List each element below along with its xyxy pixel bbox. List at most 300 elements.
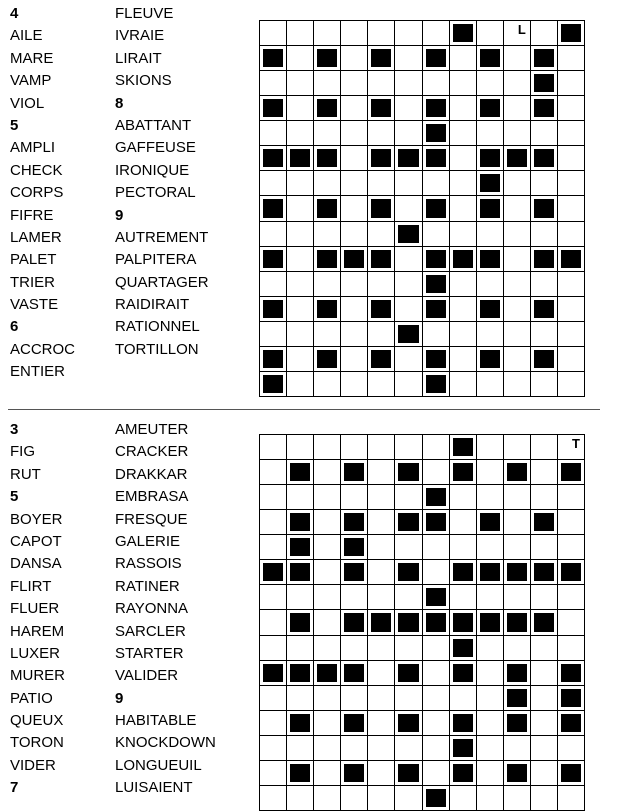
grid-empty-cell xyxy=(395,535,421,559)
grid-empty-cell xyxy=(368,636,394,660)
grid-empty-cell xyxy=(531,535,557,559)
grid-black-cell xyxy=(314,347,340,371)
grid-black-cell xyxy=(531,610,557,634)
grid-black-cell xyxy=(504,460,530,484)
grid-empty-cell xyxy=(314,21,340,45)
word-list-item: RATINER xyxy=(115,577,180,595)
grid-empty-cell xyxy=(395,196,421,220)
grid-empty-cell xyxy=(504,636,530,660)
grid-empty-cell xyxy=(558,535,584,559)
word-list-item: LAMER xyxy=(10,228,62,246)
grid-empty-cell xyxy=(477,222,503,246)
grid-empty-cell xyxy=(368,585,394,609)
grid-empty-cell xyxy=(341,21,367,45)
grid-black-cell xyxy=(477,146,503,170)
grid-black-cell xyxy=(477,96,503,120)
grid-empty-cell xyxy=(341,171,367,195)
grid-empty-cell xyxy=(260,585,286,609)
grid-empty-cell xyxy=(341,585,367,609)
grid-empty-cell xyxy=(287,121,313,145)
grid-empty-cell xyxy=(504,786,530,810)
grid-empty-cell xyxy=(423,711,449,735)
grid-black-cell xyxy=(260,96,286,120)
grid-black-cell xyxy=(504,610,530,634)
grid-empty-cell xyxy=(287,485,313,509)
grid-empty-cell xyxy=(504,485,530,509)
grid-empty-cell xyxy=(395,347,421,371)
grid-empty-cell xyxy=(450,71,476,95)
grid-empty-cell xyxy=(423,636,449,660)
grid-empty-cell xyxy=(395,736,421,760)
grid-black-cell xyxy=(504,146,530,170)
grid-empty-cell xyxy=(260,171,286,195)
grid-empty-cell xyxy=(260,21,286,45)
grid-black-cell xyxy=(423,510,449,534)
puzzle1-word-list-right xyxy=(115,3,209,361)
word-list-item: LONGUEUIL xyxy=(115,756,202,774)
grid-empty-cell xyxy=(423,21,449,45)
word-list-item: RASSOIS xyxy=(115,555,182,573)
grid-empty-cell xyxy=(450,347,476,371)
grid-empty-cell xyxy=(314,272,340,296)
word-list-item: RAIDIRAIT xyxy=(115,296,190,314)
word-list-item: QUEUX xyxy=(10,712,64,730)
grid-empty-cell xyxy=(504,535,530,559)
grid-empty-cell xyxy=(395,171,421,195)
grid-empty-cell xyxy=(423,71,449,95)
grid-empty-cell xyxy=(260,736,286,760)
grid-empty-cell xyxy=(260,510,286,534)
grid-black-cell xyxy=(531,71,557,95)
grid-empty-cell xyxy=(477,272,503,296)
grid-empty-cell xyxy=(287,636,313,660)
grid-empty-cell xyxy=(450,196,476,220)
puzzle-divider xyxy=(8,409,600,410)
grid-black-cell xyxy=(531,146,557,170)
grid-black-cell xyxy=(341,460,367,484)
word-list-item: VIOL xyxy=(10,94,45,112)
grid-empty-cell xyxy=(450,297,476,321)
word-list-item: EMBRASA xyxy=(115,488,189,506)
grid-black-cell xyxy=(423,347,449,371)
grid-empty-cell xyxy=(450,686,476,710)
grid-empty-cell xyxy=(395,297,421,321)
grid-empty-cell xyxy=(341,222,367,246)
grid-empty-cell xyxy=(368,460,394,484)
grid-black-cell xyxy=(450,460,476,484)
grid-empty-cell xyxy=(341,347,367,371)
grid-empty-cell xyxy=(531,636,557,660)
grid-black-cell xyxy=(423,247,449,271)
grid-black-cell xyxy=(368,610,394,634)
grid-empty-cell xyxy=(504,272,530,296)
word-list-item: CORPS xyxy=(10,184,64,202)
grid-empty-cell xyxy=(314,585,340,609)
word-list-item: HAREM xyxy=(10,622,65,640)
grid-black-cell xyxy=(341,247,367,271)
grid-black-cell xyxy=(341,535,367,559)
grid-black-cell xyxy=(477,171,503,195)
grid-empty-cell xyxy=(450,485,476,509)
word-list-item: AUTREMENT xyxy=(115,228,209,246)
grid-empty-cell xyxy=(558,121,584,145)
grid-empty-cell xyxy=(477,21,503,45)
grid-empty-cell xyxy=(477,71,503,95)
grid-black-cell xyxy=(477,347,503,371)
grid-black-cell xyxy=(423,485,449,509)
grid-letter-cell xyxy=(504,21,530,45)
grid-black-cell xyxy=(314,247,340,271)
grid-black-cell xyxy=(423,786,449,810)
grid-black-cell xyxy=(531,196,557,220)
grid-empty-cell xyxy=(260,322,286,346)
grid-black-cell xyxy=(395,560,421,584)
grid-empty-cell xyxy=(314,435,340,459)
word-length-header: 9 xyxy=(115,689,124,707)
word-length-header: 7 xyxy=(10,779,19,797)
grid-empty-cell xyxy=(531,171,557,195)
grid-empty-cell xyxy=(477,711,503,735)
grid-empty-cell xyxy=(395,686,421,710)
grid-empty-cell xyxy=(504,71,530,95)
word-list-item: AILE xyxy=(10,27,43,45)
grid-black-cell xyxy=(450,435,476,459)
grid-empty-cell xyxy=(450,46,476,70)
grid-black-cell xyxy=(477,560,503,584)
grid-letter-cell xyxy=(558,435,584,459)
grid-empty-cell xyxy=(368,272,394,296)
grid-empty-cell xyxy=(423,171,449,195)
grid-empty-cell xyxy=(368,661,394,685)
grid-empty-cell xyxy=(260,435,286,459)
grid-empty-cell xyxy=(558,510,584,534)
grid-black-cell xyxy=(423,146,449,170)
grid-empty-cell xyxy=(260,71,286,95)
grid-empty-cell xyxy=(477,121,503,145)
word-length-header: 5 xyxy=(10,488,19,506)
grid-empty-cell xyxy=(341,121,367,145)
grid-empty-cell xyxy=(287,21,313,45)
grid-empty-cell xyxy=(287,435,313,459)
grid-empty-cell xyxy=(314,222,340,246)
grid-empty-cell xyxy=(260,222,286,246)
word-list-item: FIFRE xyxy=(10,206,54,224)
grid-empty-cell xyxy=(504,347,530,371)
grid-empty-cell xyxy=(395,46,421,70)
word-list-item: BOYER xyxy=(10,510,63,528)
grid-empty-cell xyxy=(477,435,503,459)
word-list-item: RATIONNEL xyxy=(115,318,200,336)
grid-black-cell xyxy=(558,711,584,735)
word-list-item: PALPITERA xyxy=(115,251,197,269)
grid-black-cell xyxy=(423,610,449,634)
grid-empty-cell xyxy=(395,247,421,271)
grid-black-cell xyxy=(260,347,286,371)
grid-empty-cell xyxy=(558,347,584,371)
puzzle2-crossword-grid xyxy=(259,434,585,811)
word-list-item: KNOCKDOWN xyxy=(115,734,216,752)
grid-black-cell xyxy=(504,661,530,685)
word-list-item: TORON xyxy=(10,734,64,752)
grid-empty-cell xyxy=(450,535,476,559)
grid-black-cell xyxy=(395,510,421,534)
grid-empty-cell xyxy=(368,121,394,145)
grid-empty-cell xyxy=(260,761,286,785)
grid-empty-cell xyxy=(558,485,584,509)
grid-empty-cell xyxy=(504,510,530,534)
grid-empty-cell xyxy=(531,460,557,484)
word-list-item: GAFFEUSE xyxy=(115,139,196,157)
grid-empty-cell xyxy=(558,46,584,70)
word-list-item: TORTILLON xyxy=(115,340,199,358)
grid-empty-cell xyxy=(558,196,584,220)
grid-empty-cell xyxy=(504,121,530,145)
grid-empty-cell xyxy=(558,786,584,810)
grid-empty-cell xyxy=(368,560,394,584)
grid-empty-cell xyxy=(287,686,313,710)
grid-black-cell xyxy=(423,196,449,220)
grid-empty-cell xyxy=(341,435,367,459)
grid-empty-cell xyxy=(260,485,286,509)
grid-empty-cell xyxy=(477,485,503,509)
word-length-header: 5 xyxy=(10,116,19,134)
word-length-header: 3 xyxy=(10,421,19,438)
grid-black-cell xyxy=(260,560,286,584)
grid-empty-cell xyxy=(558,610,584,634)
grid-empty-cell xyxy=(531,736,557,760)
word-list-item: HABITABLE xyxy=(115,712,197,730)
grid-black-cell xyxy=(368,46,394,70)
grid-empty-cell xyxy=(260,121,286,145)
grid-empty-cell xyxy=(423,435,449,459)
word-list-item: STARTER xyxy=(115,644,184,662)
grid-empty-cell xyxy=(531,686,557,710)
grid-empty-cell xyxy=(423,736,449,760)
grid-black-cell xyxy=(314,661,340,685)
grid-black-cell xyxy=(368,196,394,220)
grid-black-cell xyxy=(368,96,394,120)
grid-black-cell xyxy=(260,661,286,685)
grid-empty-cell xyxy=(531,21,557,45)
grid-empty-cell xyxy=(558,222,584,246)
grid-black-cell xyxy=(558,686,584,710)
word-list-item: SARCLER xyxy=(115,622,186,640)
grid-black-cell xyxy=(531,510,557,534)
grid-black-cell xyxy=(423,121,449,145)
word-list-item: PECTORAL xyxy=(115,184,196,202)
grid-empty-cell xyxy=(368,222,394,246)
grid-empty-cell xyxy=(450,786,476,810)
grid-empty-cell xyxy=(504,171,530,195)
word-list-item: DANSA xyxy=(10,555,62,573)
grid-empty-cell xyxy=(477,460,503,484)
grid-black-cell xyxy=(450,636,476,660)
grid-empty-cell xyxy=(368,535,394,559)
grid-empty-cell xyxy=(450,510,476,534)
grid-empty-cell xyxy=(450,222,476,246)
grid-black-cell xyxy=(287,711,313,735)
grid-empty-cell xyxy=(395,435,421,459)
grid-empty-cell xyxy=(260,272,286,296)
grid-black-cell xyxy=(531,347,557,371)
grid-empty-cell xyxy=(558,171,584,195)
grid-empty-cell xyxy=(395,71,421,95)
grid-black-cell xyxy=(531,560,557,584)
grid-black-cell xyxy=(287,460,313,484)
grid-empty-cell xyxy=(477,736,503,760)
grid-black-cell xyxy=(395,761,421,785)
word-list-item: MARE xyxy=(10,49,54,67)
grid-empty-cell xyxy=(531,761,557,785)
grid-empty-cell xyxy=(450,171,476,195)
grid-empty-cell xyxy=(423,222,449,246)
grid-black-cell xyxy=(341,711,367,735)
grid-empty-cell xyxy=(341,736,367,760)
grid-empty-cell xyxy=(531,272,557,296)
grid-empty-cell xyxy=(531,322,557,346)
grid-empty-cell xyxy=(341,786,367,810)
grid-black-cell xyxy=(450,736,476,760)
grid-empty-cell xyxy=(287,196,313,220)
grid-empty-cell xyxy=(504,196,530,220)
grid-empty-cell xyxy=(368,510,394,534)
grid-empty-cell xyxy=(395,121,421,145)
grid-black-cell xyxy=(314,96,340,120)
grid-empty-cell xyxy=(450,96,476,120)
grid-empty-cell xyxy=(341,372,367,396)
grid-black-cell xyxy=(395,460,421,484)
word-list-item: FIG xyxy=(10,443,35,461)
word-list-item: AMEUTER xyxy=(115,421,189,438)
grid-black-cell xyxy=(423,585,449,609)
grid-empty-cell xyxy=(368,485,394,509)
grid-empty-cell xyxy=(314,686,340,710)
grid-empty-cell xyxy=(423,661,449,685)
grid-empty-cell xyxy=(314,71,340,95)
grid-black-cell xyxy=(477,46,503,70)
grid-empty-cell xyxy=(477,535,503,559)
grid-empty-cell xyxy=(423,460,449,484)
word-list-item: CHECK xyxy=(10,161,63,179)
grid-empty-cell xyxy=(423,761,449,785)
grid-empty-cell xyxy=(395,21,421,45)
grid-empty-cell xyxy=(260,786,286,810)
word-list-item: CAPOT xyxy=(10,532,62,550)
grid-black-cell xyxy=(423,372,449,396)
grid-empty-cell xyxy=(314,322,340,346)
grid-empty-cell xyxy=(368,786,394,810)
grid-empty-cell xyxy=(558,372,584,396)
grid-empty-cell xyxy=(341,297,367,321)
grid-empty-cell xyxy=(450,121,476,145)
grid-empty-cell xyxy=(395,485,421,509)
grid-black-cell xyxy=(368,347,394,371)
grid-empty-cell xyxy=(423,686,449,710)
word-list-item: AMPLI xyxy=(10,139,56,157)
grid-empty-cell xyxy=(314,610,340,634)
grid-black-cell xyxy=(314,297,340,321)
grid-black-cell xyxy=(531,297,557,321)
grid-empty-cell xyxy=(504,585,530,609)
grid-black-cell xyxy=(395,711,421,735)
grid-black-cell xyxy=(450,711,476,735)
word-list-item: ACCROC xyxy=(10,340,76,358)
grid-empty-cell xyxy=(504,322,530,346)
grid-black-cell xyxy=(558,560,584,584)
grid-empty-cell xyxy=(450,585,476,609)
grid-black-cell xyxy=(558,247,584,271)
grid-black-cell xyxy=(477,247,503,271)
grid-black-cell xyxy=(558,21,584,45)
grid-black-cell xyxy=(504,761,530,785)
grid-empty-cell xyxy=(260,610,286,634)
grid-empty-cell xyxy=(477,322,503,346)
grid-empty-cell xyxy=(368,372,394,396)
grid-black-cell xyxy=(477,196,503,220)
grid-empty-cell xyxy=(450,372,476,396)
grid-black-cell xyxy=(504,560,530,584)
grid-black-cell xyxy=(341,560,367,584)
word-length-header: 4 xyxy=(10,5,19,22)
grid-empty-cell xyxy=(504,435,530,459)
grid-empty-cell xyxy=(314,460,340,484)
grid-black-cell xyxy=(395,322,421,346)
word-list-item: LUISAIENT xyxy=(115,779,193,797)
word-list-item: VIDER xyxy=(10,756,56,774)
grid-empty-cell xyxy=(314,510,340,534)
prefilled-letter: T xyxy=(572,436,580,451)
grid-empty-cell xyxy=(287,372,313,396)
grid-empty-cell xyxy=(287,736,313,760)
grid-black-cell xyxy=(260,146,286,170)
puzzle2-word-list-right xyxy=(115,419,216,800)
grid-empty-cell xyxy=(450,322,476,346)
word-list-item: MURER xyxy=(10,667,65,685)
grid-empty-cell xyxy=(395,585,421,609)
grid-empty-cell xyxy=(368,711,394,735)
grid-empty-cell xyxy=(314,171,340,195)
grid-empty-cell xyxy=(531,372,557,396)
grid-empty-cell xyxy=(368,435,394,459)
grid-black-cell xyxy=(287,146,313,170)
grid-black-cell xyxy=(287,510,313,534)
grid-black-cell xyxy=(558,661,584,685)
grid-black-cell xyxy=(260,297,286,321)
grid-black-cell xyxy=(450,610,476,634)
grid-empty-cell xyxy=(260,686,286,710)
grid-empty-cell xyxy=(287,171,313,195)
word-list-item: QUARTAGER xyxy=(115,273,209,291)
word-list-item: IVRAIE xyxy=(115,27,165,45)
word-list-item: PALET xyxy=(10,251,57,269)
word-list-item: FLUER xyxy=(10,600,60,618)
grid-black-cell xyxy=(260,196,286,220)
grid-empty-cell xyxy=(504,46,530,70)
grid-black-cell xyxy=(341,510,367,534)
grid-empty-cell xyxy=(531,121,557,145)
grid-empty-cell xyxy=(341,636,367,660)
grid-black-cell xyxy=(368,247,394,271)
grid-empty-cell xyxy=(368,736,394,760)
grid-empty-cell xyxy=(423,560,449,584)
grid-black-cell xyxy=(395,146,421,170)
grid-empty-cell xyxy=(477,585,503,609)
grid-black-cell xyxy=(287,560,313,584)
grid-black-cell xyxy=(450,21,476,45)
grid-empty-cell xyxy=(558,322,584,346)
grid-empty-cell xyxy=(531,435,557,459)
grid-empty-cell xyxy=(368,171,394,195)
